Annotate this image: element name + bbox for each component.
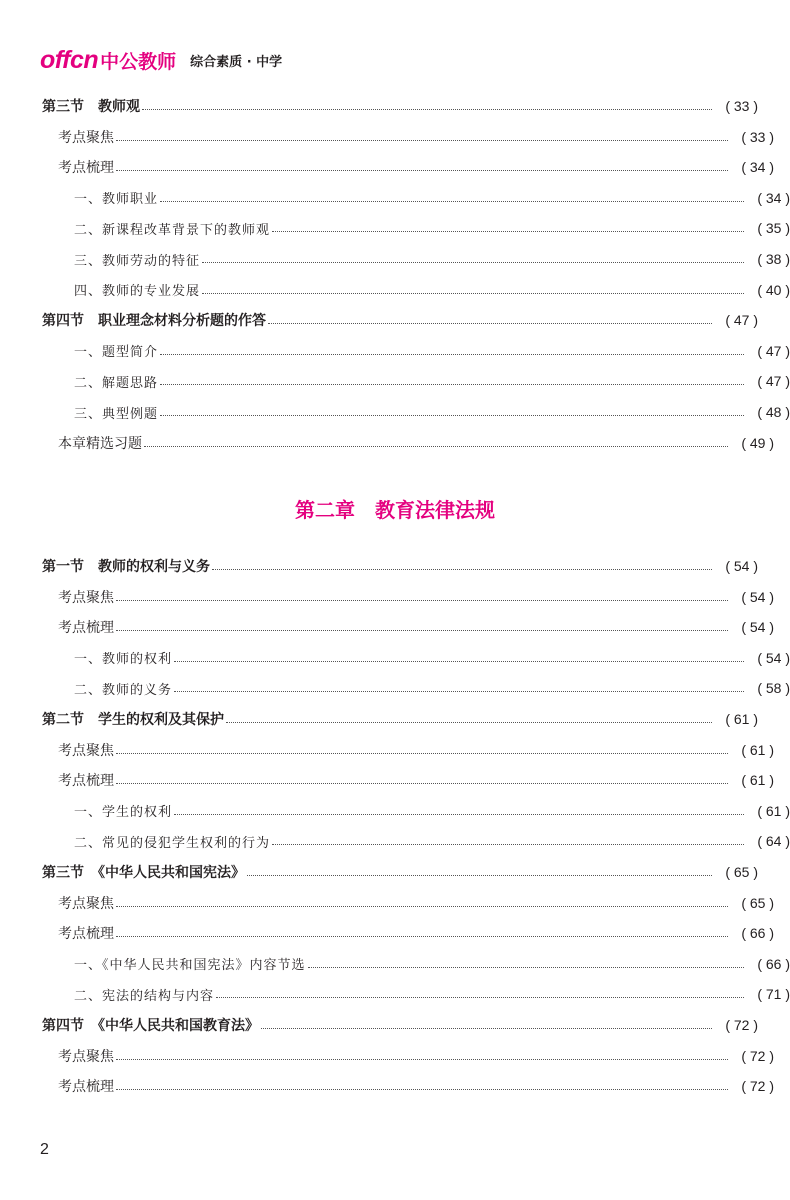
- dot-leader: [174, 660, 744, 662]
- toc-entry: [42, 401, 790, 423]
- toc-entry-page: ( 40 ): [757, 281, 790, 298]
- toc-entry-title: 一、教师职业: [74, 192, 159, 208]
- toc-entry: [42, 248, 790, 270]
- toc-entry-title: 第三节 《中华人民共和国宪法》: [42, 865, 245, 881]
- dot-leader: [212, 568, 712, 570]
- dot-leader: [308, 966, 744, 968]
- toc-entry: [42, 830, 790, 852]
- toc-entry-title: 二、解题思路: [74, 375, 159, 391]
- toc-entry-page: ( 47 ): [757, 373, 790, 390]
- toc-entry-page: ( 54 ): [741, 619, 774, 636]
- toc-entry-title: 四、教师的专业发展: [74, 284, 201, 300]
- dot-leader: [160, 200, 744, 202]
- dot-leader: [174, 813, 744, 815]
- dot-leader: [268, 322, 712, 324]
- toc-entry: [42, 861, 758, 883]
- offcn-logo-text: offcn: [40, 45, 99, 74]
- toc-entry-page: ( 61 ): [725, 711, 758, 727]
- dot-leader: [116, 752, 728, 754]
- toc-entry: [42, 953, 790, 975]
- toc-entry-page: ( 54 ): [741, 588, 774, 605]
- toc-entry-title: 一、学生的权利: [74, 805, 173, 821]
- toc-entry: [42, 647, 790, 669]
- toc-entry-title: 考点梳理: [58, 160, 114, 177]
- dot-leader: [144, 445, 728, 447]
- toc-entry: [42, 555, 758, 577]
- toc-entry: [42, 370, 790, 392]
- toc-entry: [42, 432, 774, 454]
- dot-leader: [160, 353, 744, 355]
- toc-entry: [42, 616, 774, 638]
- page-header: [40, 44, 282, 76]
- toc-entry: [42, 983, 790, 1005]
- toc-entry-title: 第三节 教师观: [42, 99, 140, 115]
- dot-leader: [272, 843, 744, 845]
- toc-entry-page: ( 58 ): [757, 680, 790, 697]
- dot-leader: [116, 935, 728, 937]
- toc-entry-title: 考点聚焦: [58, 1048, 114, 1065]
- toc-entry: [42, 1014, 758, 1036]
- toc-entry: [42, 769, 774, 791]
- toc-entry-title: 考点聚焦: [58, 742, 114, 759]
- toc-entry-title: 考点聚焦: [58, 129, 114, 146]
- toc-entry-page: ( 61 ): [757, 802, 790, 819]
- toc-entry: [42, 95, 758, 117]
- dot-leader: [142, 108, 712, 110]
- toc-entry-title: 第一节 教师的权利与义务: [42, 559, 210, 575]
- dot-leader: [202, 292, 744, 294]
- toc-entry: [42, 1045, 774, 1067]
- dot-leader: [160, 383, 744, 385]
- toc-entry-title: 本章精选习题: [58, 435, 142, 452]
- toc-entry-title: 考点聚焦: [58, 895, 114, 912]
- toc-entry-title: 第四节 《中华人民共和国教育法》: [42, 1018, 259, 1034]
- dot-leader: [116, 599, 728, 601]
- toc-entry-title: 二、宪法的结构与内容: [74, 988, 215, 1004]
- toc-entry: [42, 340, 790, 362]
- toc-entry-title: 三、典型例题: [74, 406, 159, 422]
- toc-entry-page: ( 65 ): [725, 864, 758, 880]
- toc-entry-page: ( 61 ): [741, 741, 774, 758]
- toc-entry-page: ( 34 ): [757, 189, 790, 206]
- toc-entry-title: 一、教师的权利: [74, 652, 173, 668]
- toc-entry-page: ( 72 ): [725, 1017, 758, 1033]
- toc-entry-title: 二、教师的义务: [74, 682, 173, 698]
- dot-leader: [116, 1058, 728, 1060]
- toc-entry-title: 考点聚焦: [58, 589, 114, 606]
- toc-entry-page: ( 33 ): [725, 98, 758, 114]
- toc-entry-title: 二、新课程改革背景下的教师观: [74, 222, 271, 238]
- toc-entry-title: 考点梳理: [58, 926, 114, 943]
- toc-entry: [42, 156, 774, 178]
- toc-entry-title: 考点梳理: [58, 1079, 114, 1096]
- toc-entry-page: ( 71 ): [757, 986, 790, 1003]
- dot-leader: [160, 414, 744, 416]
- brand-name: 中公教师: [100, 50, 177, 73]
- toc-entry-title: 一、题型简介: [74, 345, 159, 361]
- toc-entry-page: ( 64 ): [757, 833, 790, 850]
- toc-entry: [42, 800, 790, 822]
- dot-leader: [174, 690, 744, 692]
- toc-entry-page: ( 54 ): [757, 649, 790, 666]
- dot-leader: [116, 629, 728, 631]
- page-number: 2: [40, 1141, 49, 1158]
- dot-leader: [261, 1027, 712, 1029]
- toc-entry-page: ( 61 ): [741, 772, 774, 789]
- toc-entry-title: 考点梳理: [58, 620, 114, 637]
- dot-leader: [116, 782, 728, 784]
- toc-entry: [42, 126, 774, 148]
- toc-entry-page: ( 47 ): [725, 312, 758, 329]
- toc-entry: [42, 279, 790, 301]
- toc-entry: [42, 217, 790, 239]
- toc-entry: [42, 187, 790, 209]
- dot-leader: [272, 230, 744, 232]
- toc-entry-page: ( 33 ): [741, 128, 774, 145]
- toc-entry-page: ( 47 ): [757, 342, 790, 359]
- toc-entry-page: ( 38 ): [757, 251, 790, 267]
- toc-entry-title: 三、教师劳动的特征: [74, 253, 201, 269]
- toc-entry: [42, 739, 774, 761]
- toc-entry: [42, 922, 774, 944]
- toc-entry-title: 考点梳理: [58, 773, 114, 790]
- toc-entry-title: 二、常见的侵犯学生权利的行为: [74, 835, 271, 851]
- book-subtitle: 综合素质 · 中学: [190, 54, 283, 70]
- toc-entry-page: ( 34 ): [741, 159, 774, 176]
- toc-entry: [42, 1075, 774, 1097]
- toc-entry-page: ( 66 ): [741, 925, 774, 942]
- dot-leader: [216, 996, 744, 998]
- toc-entry-page: ( 48 ): [757, 404, 790, 420]
- dot-leader: [247, 874, 712, 876]
- toc-entry-page: ( 72 ): [741, 1078, 774, 1095]
- dot-leader: [202, 261, 744, 263]
- toc-entry: [42, 677, 790, 699]
- toc-entry-page: ( 35 ): [757, 220, 790, 237]
- toc-entry-page: ( 65 ): [741, 894, 774, 911]
- dot-leader: [116, 905, 728, 907]
- chapter-title: 第二章 教育法律法规: [295, 498, 495, 522]
- toc-entry-page: ( 72 ): [741, 1047, 774, 1064]
- toc-entry: [42, 309, 758, 331]
- toc-entry: [42, 892, 774, 914]
- toc-entry-title: 第二节 学生的权利及其保护: [42, 712, 224, 728]
- toc-entry-title: 第四节 职业理念材料分析题的作答: [42, 313, 266, 330]
- toc-entry-title: 一、《中华人民共和国宪法》内容节选: [74, 958, 306, 974]
- dot-leader: [116, 169, 728, 171]
- toc-entry-page: ( 66 ): [757, 955, 790, 972]
- toc-entry-page: ( 54 ): [725, 558, 758, 574]
- toc-entry-page: ( 49 ): [741, 434, 774, 451]
- toc-entry: [42, 586, 774, 608]
- toc-entry: [42, 708, 758, 730]
- dot-leader: [116, 1088, 728, 1090]
- dot-leader: [226, 721, 712, 723]
- dot-leader: [116, 139, 728, 141]
